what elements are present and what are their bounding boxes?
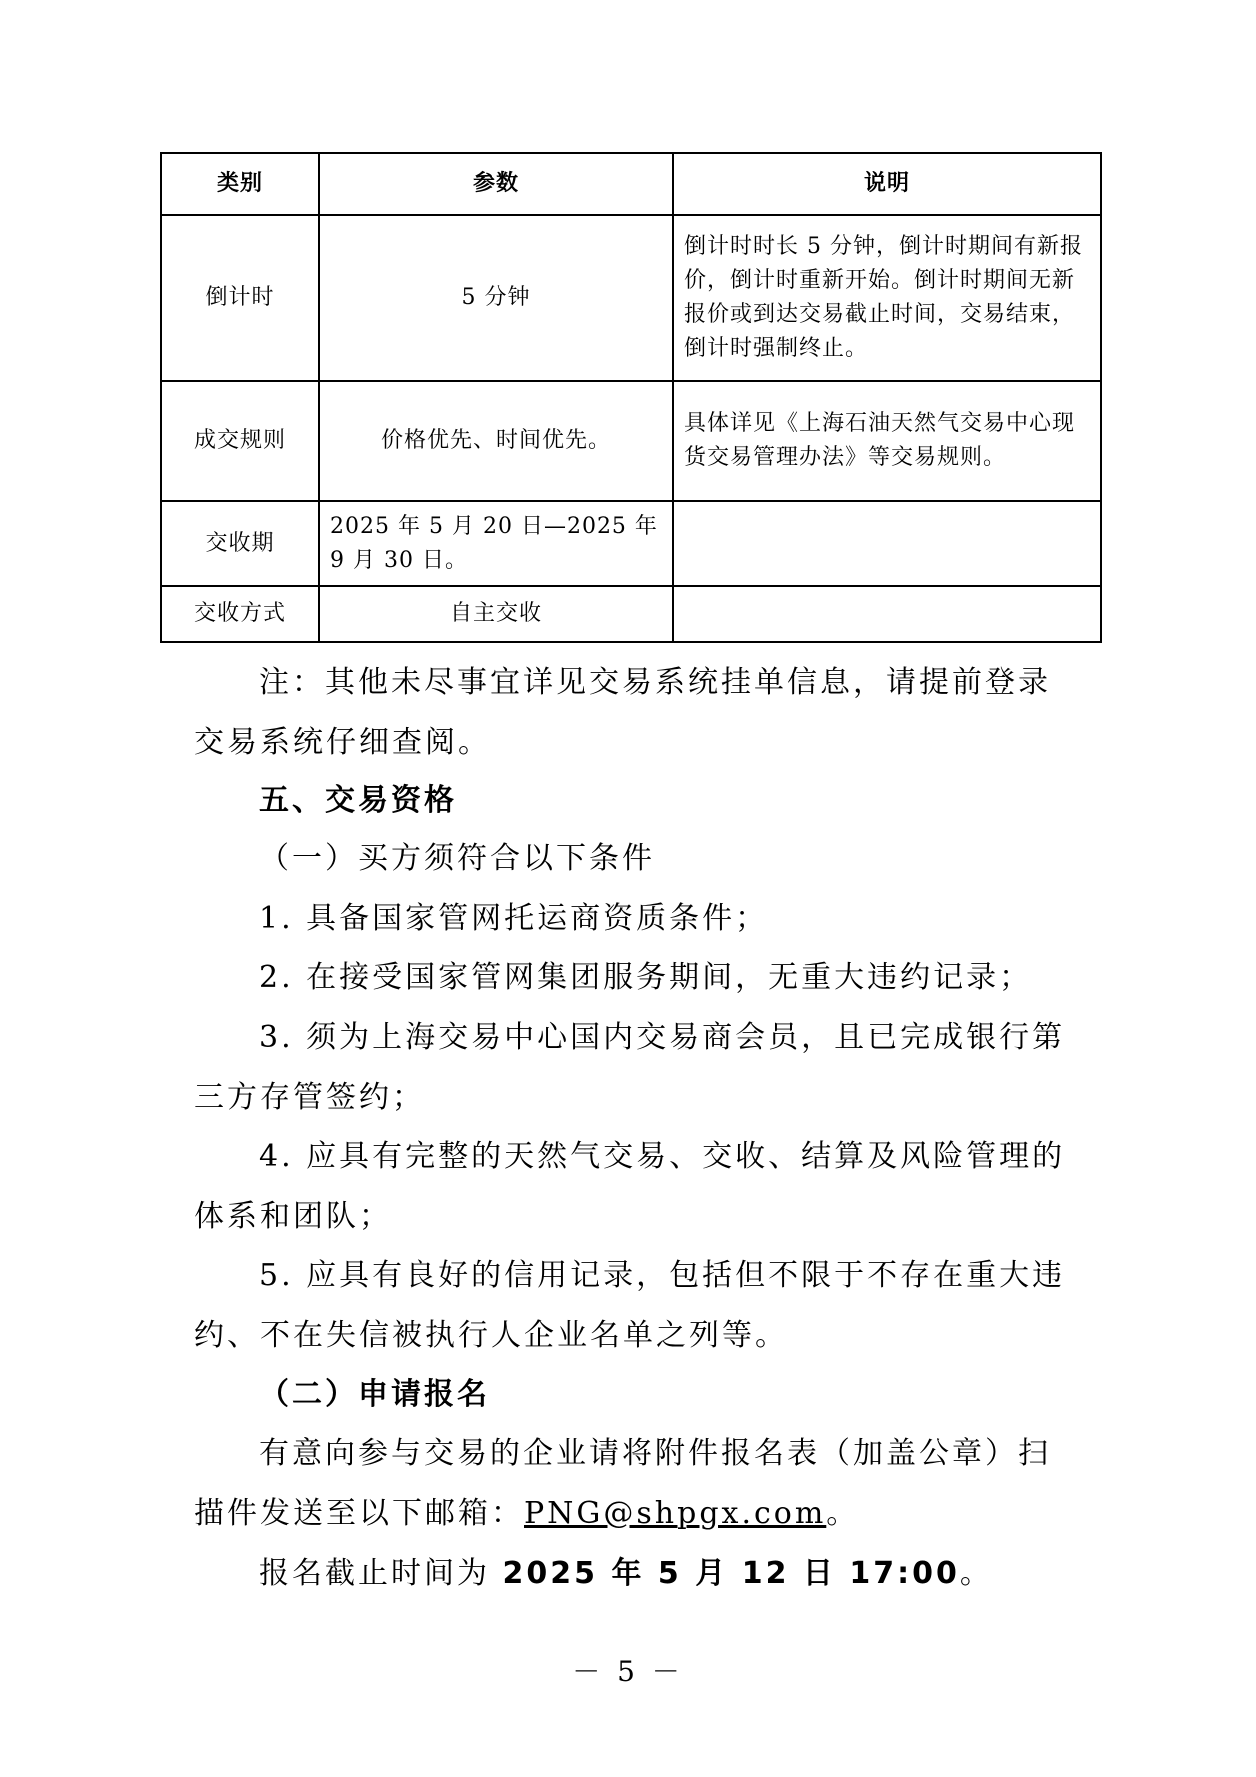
cell-parameter: 2025 年 5 月 20 日—2025 年 9 月 30 日。 [319, 501, 673, 586]
cell-description: 具体详见《上海石油天然气交易中心现货交易管理办法》等交易规则。 [673, 381, 1101, 501]
cell-description [673, 586, 1101, 642]
table-row [161, 586, 1101, 642]
table-row [161, 501, 1101, 586]
condition-2: 2. 在接受国家管网集团服务期间，无重大违约记录； [259, 960, 1033, 995]
table-header-row [161, 153, 1101, 215]
header-description: 说明 [673, 153, 1101, 215]
page-number: － 5 － [572, 1655, 684, 1688]
cell-category: 交收方式 [161, 586, 319, 642]
cell-category: 交收期 [161, 501, 319, 586]
section-5-title: 五、交易资格 [259, 783, 457, 818]
table-row [161, 215, 1101, 381]
condition-5: 5. 应具有良好的信用记录，包括但不限于不存在重大违约、不在失信被执行人企业名单之列等。 [194, 1258, 1066, 1353]
cell-category: 倒计时 [161, 215, 319, 381]
deadline-value: 2025 年 5 月 12 日 17:00 [502, 1556, 960, 1591]
cell-parameter: 自主交收 [319, 586, 673, 642]
deadline-end: 。 [959, 1556, 993, 1591]
apply-end: 。 [826, 1496, 860, 1531]
email-link[interactable]: PNG@shpgx.com [524, 1496, 827, 1531]
subsection-1-title: （一）买方须符合以下条件 [259, 841, 655, 876]
apply-text: 有意向参与交易的企业请将附件报名表（加盖公章）扫描件发送至以下邮箱： [194, 1436, 1051, 1531]
table-row [161, 381, 1101, 501]
cell-parameter: 5 分钟 [319, 215, 673, 381]
cell-description: 倒计时时长 5 分钟，倒计时期间有新报价，倒计时重新开始。倒计时期间无新报价或到达交易截止时间，交易结束，倒计时强制终止。 [673, 215, 1101, 381]
deadline-prefix: 报名截止时间为 [259, 1556, 503, 1591]
cell-description [673, 501, 1101, 586]
cell-parameter: 价格优先、时间优先。 [319, 381, 673, 501]
cell-category: 成交规则 [161, 381, 319, 501]
condition-3: 3. 须为上海交易中心国内交易商会员，且已完成银行第三方存管签约； [194, 1020, 1066, 1115]
apply-paragraph [194, 1424, 1074, 1544]
header-category: 类别 [161, 153, 319, 215]
condition-4: 4. 应具有完整的天然气交易、交收、结算及风险管理的体系和团队； [194, 1139, 1066, 1234]
header-parameter: 参数 [319, 153, 673, 215]
deadline-paragraph [194, 1544, 1074, 1604]
note-paragraph: 注：其他未尽事宜详见交易系统挂单信息，请提前登录交易系统仔细查阅。 [194, 665, 1051, 760]
subsection-2-title: （二）申请报名 [259, 1377, 490, 1412]
parameter-table [160, 152, 1102, 643]
condition-1: 1. 具备国家管网托运商资质条件； [259, 901, 769, 936]
